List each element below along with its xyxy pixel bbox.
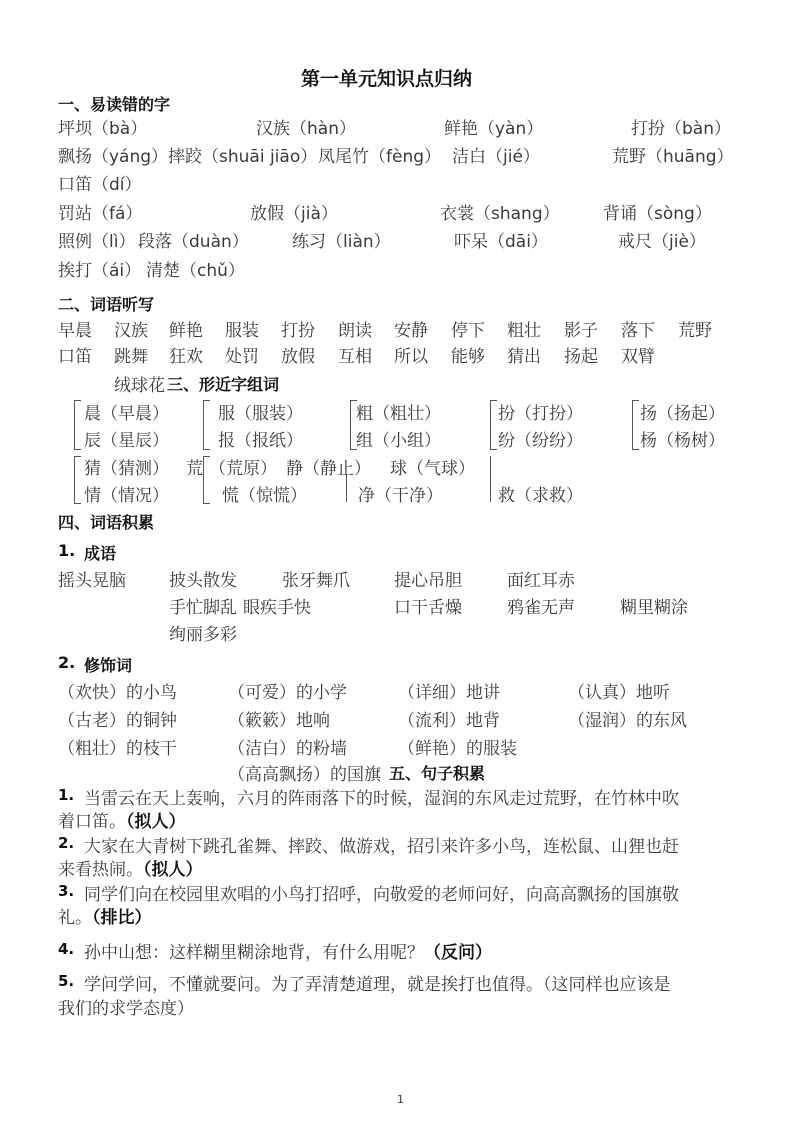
similar-char: 晨（早晨）	[84, 404, 169, 424]
pinyin-word: 清楚（chǔ）	[146, 261, 245, 281]
idiom: 面红耳赤	[507, 571, 575, 591]
similar-char: 报（报纸）	[218, 431, 303, 451]
pinyin-word: 挨打（ái）	[58, 261, 142, 281]
similar-char: 猜（猜测）	[84, 459, 169, 479]
pinyin-word: 打扮（bàn）	[631, 119, 731, 139]
dictation-word: 双臂	[621, 347, 655, 367]
modifier-phrase: （洁白）的粉墙	[228, 739, 347, 759]
pinyin-word: 衣裳（shang）	[440, 204, 560, 224]
pinyin-word: 洁白（jié）	[452, 147, 540, 167]
subheading-modifiers: 修饰词	[84, 656, 133, 675]
brace	[74, 400, 81, 450]
modifier-phrase: （欢快）的小鸟	[58, 683, 177, 703]
similar-char: 救（求救）	[498, 486, 583, 506]
dictation-word: 狂欢	[169, 347, 203, 367]
pinyin-word: 戒尺（jiè）	[618, 232, 706, 252]
section-heading-3: 三、形近字组词	[167, 375, 280, 394]
idiom: 鸦雀无声	[507, 598, 575, 618]
section-heading-5: 五、句子积累	[389, 764, 486, 783]
dictation-word: 朗读	[338, 321, 372, 341]
brace-line	[490, 456, 491, 502]
similar-char: 荒	[186, 459, 203, 479]
dictation-word: 服装	[225, 321, 259, 341]
modifier-phrase: （高高飘扬）的国旗	[228, 765, 381, 785]
modifier-phrase: （流利）地背	[398, 711, 500, 731]
subheading-number: 2.	[58, 653, 76, 672]
idiom: 手忙脚乱	[169, 598, 237, 618]
pinyin-word: 汉族（hàn）	[256, 119, 356, 139]
sentence-text	[58, 807, 186, 832]
dictation-word: 汉族	[114, 321, 148, 341]
idiom: 提心吊胆	[394, 571, 462, 591]
subheading-idioms: 成语	[84, 544, 117, 563]
modifier-phrase: （鲜艳）的服装	[398, 739, 517, 759]
idiom: 绚丽多彩	[169, 625, 237, 645]
similar-char: 纷（纷纷）	[498, 431, 583, 451]
similar-char: 慌（惊慌）	[222, 486, 307, 506]
idiom: 眼疾手快	[243, 598, 311, 618]
similar-char: 情（情况）	[84, 486, 169, 506]
dictation-word: 口笛	[58, 347, 92, 367]
dictation-word: 绒球花	[114, 376, 165, 396]
sentence-number: 2.	[58, 834, 75, 852]
similar-char: 粗（粗壮）	[356, 404, 441, 424]
sentence-text	[58, 903, 152, 928]
sentence-text: 学问学问，不懂就要问。为了弄清楚道理，就是挨打也值得。（这同样也应该是	[84, 975, 671, 995]
sentence-text	[58, 855, 203, 880]
dictation-word: 扬起	[564, 347, 598, 367]
dictation-word: 落下	[621, 321, 655, 341]
sentence-text: 大家在大青树下跳孔雀舞、摔跤、做游戏，招引来许多小鸟，连松鼠、山狸也赶	[84, 837, 679, 857]
sentence-text-cont: 来看热闹。	[58, 860, 143, 880]
sentence-text-cont: 礼。	[58, 908, 92, 928]
modifier-phrase: （湿润）的东风	[568, 711, 687, 731]
similar-char: 球（气球）	[390, 459, 475, 479]
pinyin-word: 荒野（huāng）	[612, 147, 734, 167]
sentence-number: 4.	[58, 940, 75, 958]
pinyin-word: 凤尾竹（fèng）	[318, 147, 442, 167]
modifier-phrase: （古老）的铜钟	[58, 711, 177, 731]
dictation-word: 放假	[281, 347, 315, 367]
dictation-word: 早晨	[58, 321, 92, 341]
section-heading-2: 二、词语听写	[58, 295, 155, 314]
dictation-word: 猜出	[507, 347, 541, 367]
modifier-phrase: （簌簌）地响	[228, 711, 330, 731]
sentence-text	[84, 938, 492, 963]
dictation-word: 影子	[564, 321, 598, 341]
rhetoric-tag: （反问）	[424, 943, 492, 963]
similar-char: 静（静止）	[286, 459, 371, 479]
sentence-text-cont: 着口笛。	[58, 812, 126, 832]
dictation-word: 能够	[451, 347, 485, 367]
sentence-text: 我们的求学态度）	[58, 999, 194, 1019]
pinyin-word: 吓呆（dāi）	[454, 232, 548, 252]
pinyin-word: 鲜艳（yàn）	[444, 119, 544, 139]
sentence-text: 同学们向在校园里欢唱的小鸟打招呼，向敬爱的老师问好，向高高飘扬的国旗敬	[84, 885, 679, 905]
brace	[632, 400, 639, 450]
rhetoric-tag: （排比）	[92, 908, 152, 928]
dictation-word: 互相	[338, 347, 372, 367]
sentence-text: 当雷云在天上轰响，六月的阵雨落下的时候，湿润的东风走过荒野，在竹林中吹	[84, 789, 679, 809]
modifier-phrase: （详细）地讲	[398, 683, 500, 703]
pinyin-word: 练习（liàn）	[292, 232, 391, 252]
subheading-number: 1.	[58, 541, 76, 560]
brace	[490, 400, 497, 450]
pinyin-word: 背诵（sòng）	[603, 204, 712, 224]
similar-char: 扮（打扮）	[498, 404, 583, 424]
idiom: 披头散发	[169, 571, 237, 591]
dictation-word: 粗壮	[507, 321, 541, 341]
pinyin-word: 放假（jià）	[250, 204, 338, 224]
similar-char: 服（服装）	[218, 404, 303, 424]
modifier-phrase: （粗壮）的枝干	[58, 739, 177, 759]
dictation-word: 安静	[394, 321, 428, 341]
dictation-word: 打扮	[281, 321, 315, 341]
rhetoric-tag: （拟人）	[126, 812, 186, 832]
pinyin-word: 摔跤（shuāi jiāo）	[168, 147, 318, 167]
similar-char: （荒原）	[209, 459, 277, 479]
brace	[74, 456, 81, 504]
idiom: 张牙舞爪	[282, 571, 350, 591]
pinyin-word: 罚站（fá）	[58, 204, 143, 224]
section-heading-1: 一、易读错的字	[58, 95, 171, 114]
rhetoric-tag: （拟人）	[143, 860, 203, 880]
sentence-number: 5.	[58, 972, 75, 990]
sentence-number: 3.	[58, 882, 75, 900]
pinyin-word: 口笛（dí）	[58, 175, 142, 195]
page-title: 第一单元知识点归纳	[301, 68, 473, 90]
idiom: 口干舌燥	[394, 598, 462, 618]
similar-char: 净（干净）	[358, 486, 443, 506]
idiom: 摇头晃脑	[58, 571, 126, 591]
similar-char: 扬（扬起）	[640, 404, 725, 424]
idiom: 糊里糊涂	[620, 598, 688, 618]
dictation-word: 所以	[394, 347, 428, 367]
page-number: 1	[397, 1093, 404, 1106]
section-heading-4: 四、词语积累	[58, 513, 155, 532]
sentence-number: 1.	[58, 786, 75, 804]
modifier-phrase: （认真）地听	[568, 683, 670, 703]
sentence-text-cont: 孙中山想：这样糊里糊涂地背，有什么用呢？	[84, 943, 424, 963]
similar-char: 组（小组）	[356, 431, 441, 451]
pinyin-word: 飘扬（yáng）	[58, 147, 169, 167]
pinyin-word: 段落（duàn）	[138, 232, 249, 252]
dictation-word: 停下	[451, 321, 485, 341]
pinyin-word: 坪坝（bà）	[58, 119, 148, 139]
brace	[203, 400, 210, 450]
dictation-word: 处罚	[225, 347, 259, 367]
dictation-word: 荒野	[678, 321, 712, 341]
dictation-word: 跳舞	[114, 347, 148, 367]
pinyin-word: 照例（lì）	[58, 232, 136, 252]
similar-char: 杨（杨树）	[640, 431, 725, 451]
similar-char: 辰（星辰）	[84, 431, 169, 451]
dictation-word: 鲜艳	[169, 321, 203, 341]
modifier-phrase: （可爱）的小学	[228, 683, 347, 703]
